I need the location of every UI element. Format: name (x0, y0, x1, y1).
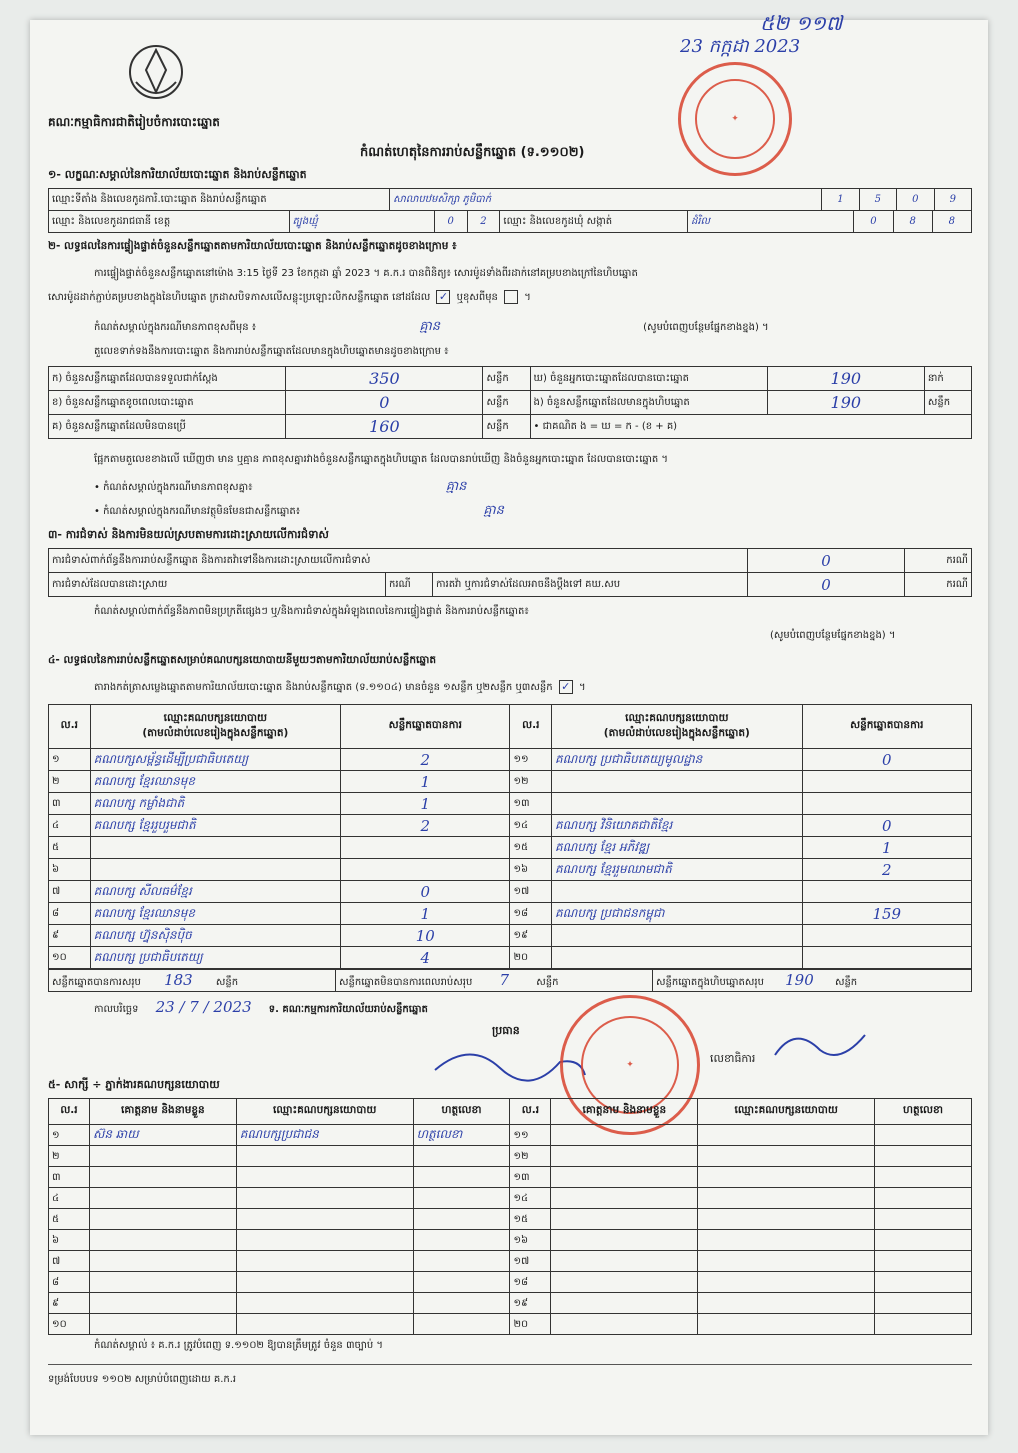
row-party (90, 837, 341, 859)
w-row-no: ៧ (49, 1251, 90, 1272)
bullet2 (94, 502, 504, 521)
s1-digit2: 8 (893, 211, 932, 233)
row-votes: 1 (341, 771, 510, 793)
w-row-sign (413, 1167, 510, 1188)
w-row-name (551, 1251, 698, 1272)
row-votes (341, 837, 510, 859)
table-row (49, 925, 972, 947)
row-votes: 0 (802, 815, 971, 837)
w-row-sign: ហត្ថលេខា (413, 1125, 510, 1146)
row-votes (802, 771, 971, 793)
s1-digit: 9 (934, 189, 971, 211)
w-row-no: ៣ (49, 1167, 90, 1188)
table-row (49, 1125, 972, 1146)
s1-row1-label: ឈ្មោះទីតាំង និងលេខកូដការិ.បោះឆ្នោត និងរាប់សន្លឹកឆ្នោត (49, 189, 390, 211)
w-row-name (551, 1209, 698, 1230)
w-row-name (551, 1293, 698, 1314)
total-valid (49, 970, 336, 992)
w-row-sign (413, 1314, 510, 1335)
w-row-party (698, 1146, 875, 1167)
w-row-party (236, 1188, 413, 1209)
fig-e-label: ង) ចំនួនសន្លឹកឆ្នោតដែលមានក្នុងហិបឆ្នោត (530, 391, 767, 415)
table-row (49, 859, 972, 881)
section2-note (94, 318, 769, 337)
s3-r2-label2: ការតវ៉ា ឬការជំទាស់ដែលអាចនឹងប្ដឹងទៅ គឃ.សប (433, 573, 748, 597)
bullet1-label: • កំណត់សម្គាល់ក្នុងករណីមានភាពខុសគ្នា៖ (94, 482, 253, 493)
col-party-label: ឈ្មោះគណបក្សនយោបាយ (625, 711, 729, 724)
s3-case: ករណី (386, 573, 433, 597)
row-votes (802, 947, 971, 969)
row-no: ៥ (49, 837, 91, 859)
w-row-no: ១៨ (510, 1272, 551, 1293)
fig-a-value: 350 (286, 367, 483, 391)
col-party-right (552, 705, 803, 749)
w-col-party: ឈ្មោះគណបក្សនយោបាយ (236, 1099, 413, 1125)
w-row-sign (875, 1125, 972, 1146)
fig-d-unit: នាក់ (924, 367, 971, 391)
w-row-party (236, 1293, 413, 1314)
row-no: ៩ (49, 925, 91, 947)
fig-b-label: ខ) ចំនួនសន្លឹកឆ្នោតខូចពេលបោះឆ្នោត (49, 391, 286, 415)
table-row (49, 947, 972, 969)
row-party (552, 793, 803, 815)
row-votes: 2 (802, 859, 971, 881)
bullet2-label: • កំណត់សម្គាល់ក្នុងករណីមានវត្ថុមិនមែនជាសន្លឹកឆ្នោត៖ (94, 506, 301, 517)
section1-table (48, 188, 972, 211)
total-valid-label: សន្លឹកឆ្នោតបានការសរុប (52, 977, 141, 988)
row-votes (802, 793, 971, 815)
s1-digit: 0 (897, 189, 934, 211)
table-row (49, 771, 972, 793)
s3-r2-label: ការជំទាស់ដែលបានដោះស្រាយ (49, 573, 386, 597)
fig-d-value: 190 (767, 367, 924, 391)
row-party (552, 947, 803, 969)
row-votes: 1 (341, 793, 510, 815)
w-row-party (236, 1314, 413, 1335)
row-votes (802, 925, 971, 947)
fig-unit: សន្លឹក (483, 391, 530, 415)
col-party (90, 705, 341, 749)
w-row-party (236, 1146, 413, 1167)
w-row-name (551, 1188, 698, 1209)
s3-case: ករណី (905, 549, 972, 573)
official-stamp-top: ✦ (678, 62, 792, 176)
row-votes: 2 (341, 815, 510, 837)
emblem-icon (126, 42, 186, 106)
s1-digit2: 8 (932, 211, 971, 233)
w-col-sign-right: ហត្ថលេខា (875, 1099, 972, 1125)
unit: សន្លឹក (215, 977, 239, 988)
w-row-no: ៨ (49, 1272, 90, 1293)
row-party: គណបក្ស ប្រជាជនកម្ពុជា (552, 903, 803, 925)
table-row (49, 1314, 972, 1335)
w-col-no: ល.រ (49, 1099, 90, 1125)
row-party: គណបក្ស ខ្មែរ អភិវឌ្ឍ (552, 837, 803, 859)
footer-note: កំណត់សម្គាល់ ៖ គ.ក.រ ត្រូវបំពេញ ទ.១១០២ ឱ្យបានត្រឹមត្រូវ ចំនួន ៣ច្បាប់ ។ (94, 1340, 383, 1351)
s3-note-hint: (សូមបំពេញបន្ថែមផ្នែកខាងខ្នង) ។ (770, 630, 896, 641)
w-row-sign (875, 1146, 972, 1167)
table-row (49, 1293, 972, 1314)
w-row-name (551, 1272, 698, 1293)
table-row (49, 1167, 972, 1188)
w-row-party (236, 1230, 413, 1251)
total-box (653, 970, 972, 992)
row-no: ៦ (49, 859, 91, 881)
org-name: គណៈកម្មាធិការជាតិរៀបចំការបោះឆ្នោត (48, 115, 220, 129)
s4-sub-text: តារាងកត់ត្រាសម្លេងឆ្នោតតាមការិយាល័យបោះឆ្នោត និងរាប់សន្លឹកឆ្នោត (ទ.១១០៤) មានចំនួន ១សន្លឹក ឬ២សន្លឹក ឬ៣សន្លឹក (94, 682, 553, 693)
s3-note: កំណត់សម្គាល់ពាក់ព័ន្ធនឹងភាពមិនប្រក្រតីផ្សេងៗ ឬ/និងការជំទាស់ក្នុងអំឡុងពេលនៃការផ្ទៀងផ្ទាត់ និងការរាប់សន្លឹកឆ្នោត៖ (94, 606, 529, 617)
row-no: ១ (49, 749, 91, 771)
w-row-no: ១២ (510, 1146, 551, 1167)
row-no: ១៨ (510, 903, 552, 925)
compare-line: ផ្អែកតាមតួលេខខាងលើ ឃើញថា មាន ឬគ្មាន ភាពខុសគ្នារវាងចំនួនសន្លឹកឆ្នោតក្នុងហិបឆ្នោត ដែលបានរាប់ឃើញ និងចំនួនអ្នកបោះឆ្នោត ដែលបានបោះឆ្នោត ។ (94, 454, 669, 465)
total-box-label: សន្លឹកឆ្នោតក្នុងហិបឆ្នោតសរុប (656, 977, 764, 988)
w-row-name (551, 1146, 698, 1167)
row-votes: 0 (802, 749, 971, 771)
s3-r2-value: 0 (748, 573, 905, 597)
row-votes (341, 859, 510, 881)
w-row-sign (875, 1314, 972, 1335)
table-row (49, 881, 972, 903)
table-row (49, 1209, 972, 1230)
row-party: គណបក្ស ហ្វ៊ុនស៊ិនប៉ិច (90, 925, 341, 947)
w-row-name: ស៊ន ឆាយ (89, 1125, 236, 1146)
table-row (49, 793, 972, 815)
s1-row2-value2: ដំរិល (687, 211, 853, 233)
w-row-no: ១៦ (510, 1230, 551, 1251)
w-row-party (698, 1314, 875, 1335)
w-row-name (89, 1314, 236, 1335)
w-row-sign (875, 1167, 972, 1188)
different-checkbox[interactable] (504, 290, 518, 304)
date-value: 23 / 7 / 2023 (155, 998, 252, 1016)
w-row-sign (875, 1293, 972, 1314)
row-no: ២០ (510, 947, 552, 969)
fig-d-label: ឃ) ចំនួនអ្នកបោះឆ្នោតដែលបានបោះឆ្នោត (530, 367, 767, 391)
row-party: គណបក្ស ប្រជាធិបតេយ្យ (90, 947, 341, 969)
w-row-party (698, 1209, 875, 1230)
note-value: គ្មាន (419, 319, 440, 334)
w-row-no: ១៧ (510, 1251, 551, 1272)
table-row (49, 1188, 972, 1209)
row-party (552, 771, 803, 793)
table-row (49, 749, 972, 771)
footer-divider (48, 1364, 972, 1365)
bullet2-value: គ្មាន (483, 503, 504, 518)
sheet-count-checkbox[interactable]: ✓ (559, 680, 573, 694)
fig-a-label: ក) ចំនួនសន្លឹកឆ្នោតដែលបានទទួលជាក់ស្ដែង (49, 367, 286, 391)
w-row-name (551, 1230, 698, 1251)
w-row-sign (413, 1293, 510, 1314)
w-row-sign (413, 1146, 510, 1167)
s1-code: 0 (434, 211, 467, 233)
s1-digit: 1 (822, 189, 859, 211)
row-no: ៧ (49, 881, 91, 903)
w-col-name-right: គោត្តនាម និងនាមខ្លួន (551, 1099, 698, 1125)
col-votes-right: សន្លឹកឆ្នោតបានការ (802, 705, 971, 749)
secretary-label: លេខាធិការ (710, 1052, 756, 1065)
section2-intro: តួលេខទាក់ទងនឹងការបោះឆ្នោត និងការរាប់សន្លឹកឆ្នោតដែលមានក្នុងហិបឆ្នោតមានដូចខាងក្រោម ៖ (94, 346, 449, 357)
w-row-sign (413, 1272, 510, 1293)
row-no: ១០ (49, 947, 91, 969)
w-row-party (698, 1293, 875, 1314)
w-row-party (698, 1188, 875, 1209)
w-row-party: គណបក្សប្រជាជន (236, 1125, 413, 1146)
fig-unit: សន្លឹក (483, 415, 530, 439)
w-row-sign (875, 1230, 972, 1251)
col-party-sub: (តាមលំដាប់លេខរៀងក្នុងសន្លឹកឆ្នោត) (142, 726, 289, 739)
row-no: ១៧ (510, 881, 552, 903)
fig-c-label: គ) ចំនួនសន្លឹកឆ្នោតដែលមិនបានប្រើ (49, 415, 286, 439)
w-row-sign (875, 1188, 972, 1209)
w-row-sign (413, 1188, 510, 1209)
committee-label: ទ. គណៈកម្មការការិយាល័យរាប់សន្លឹកឆ្នោត (268, 1004, 428, 1015)
bullet1-value: គ្មាន (445, 479, 467, 494)
section1-table-row2 (48, 210, 972, 233)
note-hint: (សូមបំពេញបន្ថែមផ្នែកខាងខ្នង) ។ (643, 322, 769, 333)
unit: សន្លឹក (536, 977, 559, 988)
row-votes: 2 (341, 749, 510, 771)
row-votes: 4 (341, 947, 510, 969)
w-row-no: ១១ (510, 1125, 551, 1146)
section4-sub: តារាងកត់ត្រាសម្លេងឆ្នោតតាមការិយាល័យបោះឆ្នោត និងរាប់សន្លឹកឆ្នោត (ទ.១១០៤) មានចំនួន ១សន្លឹក ឬ២សន្លឹក ឬ៣សន្លឹក ✓ ។ (94, 680, 586, 693)
row-no: ៣ (49, 793, 91, 815)
row-no: ១៩ (510, 925, 552, 947)
row-no: ១១ (510, 749, 552, 771)
w-col-party-right: ឈ្មោះគណបក្សនយោបាយ (698, 1099, 875, 1125)
s1-row2-value: ត្បូងឃ្មុំ (289, 211, 434, 233)
totals-table (48, 969, 972, 992)
row-no: ១៤ (510, 815, 552, 837)
w-row-sign (413, 1251, 510, 1272)
row-party (90, 859, 341, 881)
s1-digit: 5 (859, 189, 896, 211)
w-row-party (236, 1251, 413, 1272)
table-row (49, 1251, 972, 1272)
row-votes: 1 (802, 837, 971, 859)
same-checkbox[interactable]: ✓ (436, 290, 450, 304)
row-party: គណបក្ស វិនិយោគជាតិខ្មែរ (552, 815, 803, 837)
s1-code: 2 (467, 211, 500, 233)
w-row-sign (875, 1251, 972, 1272)
w-row-name (551, 1125, 698, 1146)
row-no: ៤ (49, 815, 91, 837)
w-row-sign (413, 1230, 510, 1251)
w-col-sign: ហត្ថលេខា (413, 1099, 510, 1125)
section2-line2: សោរម៉ូដដាក់ភ្ជាប់គម្របខាងក្នុងនៃហិបឆ្នោត ក្រដាសបិទភាសលើសន្លុះប្រឡោះលិកសន្លឹកឆ្នោត នៅដដែល ✓ ឬខុសពីមុន ។ (48, 290, 531, 303)
w-row-no: ១០ (49, 1314, 90, 1335)
witness-table (48, 1098, 972, 1335)
col-votes: សន្លឹកឆ្នោតបានការ (341, 705, 510, 749)
fig-c-value: 160 (286, 415, 483, 439)
w-col-no-right: ល.រ (510, 1099, 551, 1125)
figures-table (48, 366, 972, 439)
row-votes: 1 (341, 903, 510, 925)
s1-row2-label2: ឈ្មោះ និងលេខកូដឃុំ សង្កាត់ (500, 211, 688, 233)
w-row-no: ១៥ (510, 1209, 551, 1230)
w-row-party (236, 1167, 413, 1188)
w-row-no: ២ (49, 1146, 90, 1167)
w-row-no: ១៣ (510, 1167, 551, 1188)
row-votes: 159 (802, 903, 971, 925)
row-party: គណបក្ស ខ្មែរឈានមុខ (90, 903, 341, 925)
w-row-no: ៥ (49, 1209, 90, 1230)
w-row-sign (875, 1272, 972, 1293)
date-line (94, 998, 428, 1017)
table-row (49, 903, 972, 925)
w-row-no: ៩ (49, 1293, 90, 1314)
row-no: ១២ (510, 771, 552, 793)
w-row-name (89, 1293, 236, 1314)
table-row (49, 837, 972, 859)
s1-digit2: 0 (854, 211, 893, 233)
s3-case: ករណី (905, 573, 972, 597)
row-votes (802, 881, 971, 903)
table-row (49, 815, 972, 837)
table-row (49, 1272, 972, 1293)
form-sheet (30, 11, 988, 1435)
row-party: គណបក្ស ខ្មែរឈានមុខ (90, 771, 341, 793)
col-no: ល.រ (49, 705, 91, 749)
row-party (552, 881, 803, 903)
row-party: គណបក្ស សីលធម៌ខ្មែរ (90, 881, 341, 903)
row-party (552, 925, 803, 947)
table-row (49, 1146, 972, 1167)
col-party-sub: (តាមលំដាប់លេខរៀងក្នុងសន្លឹកឆ្នោត) (603, 726, 750, 739)
chair-label: ប្រធាន (492, 1024, 520, 1037)
fig-unit: សន្លឹក (924, 391, 971, 415)
fig-unit: សន្លឹក (483, 367, 530, 391)
note-label: កំណត់សម្គាល់ក្នុងករណីមានភាពខុសពីមុន ៖ (94, 322, 257, 333)
section3-table (48, 548, 972, 597)
section3-title: ៣- ការជំទាស់ និងការមិនយល់ស្របតាមការដោះស្រាយលើការជំទាស់ (48, 528, 329, 541)
row-party: គណបក្សសម្ព័ន្ធដើម្បីប្រជាធិបតេយ្យ (90, 749, 341, 771)
section2-opt1: ឬខុសពីមុន (456, 292, 498, 303)
w-row-no: ១៤ (510, 1188, 551, 1209)
total-invalid-label: សន្លឹកឆ្នោតមិនបានការពេលរាប់សរុប (339, 977, 473, 988)
hand-date-top: 23 កក្កដា 2023 (680, 36, 801, 57)
w-row-sign (875, 1209, 972, 1230)
w-row-name (89, 1167, 236, 1188)
section2-line2-text: សោរម៉ូដដាក់ភ្ជាប់គម្របខាងក្នុងនៃហិបឆ្នោត ក្រដាសបិទភាសលើសន្លុះប្រឡោះលិកសន្លឹកឆ្នោត នៅដដែល (48, 292, 431, 303)
w-row-party (236, 1272, 413, 1293)
w-row-name (89, 1272, 236, 1293)
results-table (48, 704, 972, 969)
w-row-name (551, 1314, 698, 1335)
w-row-name (89, 1146, 236, 1167)
w-col-name: គោត្តនាម និងនាមខ្លួន (89, 1099, 236, 1125)
fig-b-value: 0 (286, 391, 483, 415)
s3-r1-label: ការជំទាស់ពាក់ព័ន្ធនឹងការរាប់សន្លឹកឆ្នោត និងការតវ៉ាទៅនឹងការដោះស្រាយលើការជំទាស់ (49, 549, 748, 573)
s1-row1-value: សាលាបឋមសិក្សា ភូមិបាក់ (390, 189, 822, 211)
row-party: គណបក្ស កម្លាំងជាតិ (90, 793, 341, 815)
total-invalid (336, 970, 653, 992)
row-no: ៨ (49, 903, 91, 925)
s3-r1-value: 0 (748, 549, 905, 573)
section5-title: ៥- សាក្សី ÷ ភ្នាក់ងារគណបក្សនយោបាយ (48, 1078, 220, 1091)
row-votes: 0 (341, 881, 510, 903)
formula: • ជាគណិត ង = ឃ = ក - (ខ + គ) (530, 415, 972, 439)
w-row-name (89, 1251, 236, 1272)
unit: សន្លឹក (834, 977, 858, 988)
w-row-name (551, 1167, 698, 1188)
row-party: គណបក្ស ខ្មែររួបរួមជាតិ (90, 815, 341, 837)
w-row-no: ៦ (49, 1230, 90, 1251)
row-no: ២ (49, 771, 91, 793)
secretary-signature-icon (770, 1020, 880, 1070)
fig-e-value: 190 (767, 391, 924, 415)
w-row-party (698, 1251, 875, 1272)
col-party-label: ឈ្មោះគណបក្សនយោបាយ (163, 711, 268, 724)
row-party: គណបក្ស ប្រជាធិបតេយ្យមូលដ្ឋាន (552, 749, 803, 771)
date-label: កាលបរិច្ឆេទ (94, 1004, 139, 1015)
table-row (49, 1230, 972, 1251)
col-no-right: ល.រ (510, 705, 552, 749)
w-row-no: ១ (49, 1125, 90, 1146)
row-votes: 10 (341, 925, 510, 947)
w-row-no: ២០ (510, 1314, 551, 1335)
section1-title: ១- លក្ខណៈសម្គាល់នៃការិយាល័យបោះឆ្នោត និងរាប់សន្លឹកឆ្នោត (48, 168, 307, 181)
w-row-name (89, 1230, 236, 1251)
row-no: ១៣ (510, 793, 552, 815)
form-title: កំណត់ហេតុនៃការរាប់សន្លឹកឆ្នោត (ទ.១១០២) (360, 145, 585, 160)
total-invalid-value: 7 (499, 971, 510, 989)
w-row-name (89, 1188, 236, 1209)
section2-line1: ការផ្ទៀងផ្ទាត់ចំនួនសន្លឹកឆ្នោតនៅម៉ោង 3:15 ថ្ងៃទី 23 ខែកក្កដា ឆ្នាំ 2023 ។ គ.ក.រ បានពិនិត្យ៖ សោរម៉ូដទាំងពីរដាក់នៅគម្របខាងក្រៅនៃហិបឆ្នោត (94, 268, 638, 279)
w-row-party (698, 1230, 875, 1251)
s1-row2-label: ឈ្មោះ និងលេខកូដរាជធានី ខេត្ត (49, 211, 290, 233)
total-box-value: 190 (785, 971, 814, 989)
w-row-no: ៤ (49, 1188, 90, 1209)
bullet1 (94, 478, 466, 497)
w-row-party (698, 1167, 875, 1188)
w-row-name (89, 1209, 236, 1230)
row-no: ១៦ (510, 859, 552, 881)
hand-note-top: ៥២ ១១៧ (760, 11, 843, 35)
w-row-sign (413, 1209, 510, 1230)
footer-form-code: ទម្រង់បែបបទ ១១០២ សម្រាប់បំពេញដោយ គ.ក.រ (48, 1374, 237, 1385)
row-party: គណបក្ស ខ្មែររួមឈាមជាតិ (552, 859, 803, 881)
section4-title: ៤- លទ្ធផលនៃការរាប់សន្លឹកឆ្នោតសម្រាប់គណបក្សនយោបាយនីមួយៗតាមការិយាល័យរាប់សន្លឹកឆ្នោត (48, 654, 437, 666)
total-valid-value: 183 (164, 971, 193, 989)
row-no: ១៥ (510, 837, 552, 859)
official-stamp-bottom: ✦ (560, 995, 700, 1135)
w-row-party (698, 1272, 875, 1293)
w-row-party (698, 1125, 875, 1146)
section2-title: ២- លទ្ធផលនៃការផ្ទៀងផ្ទាត់ចំនួនសន្លឹកឆ្នោតតាមការិយាល័យបោះឆ្នោត និងរាប់សន្លឹកឆ្នោតដូចខាងក្រោម ៖ (48, 240, 457, 252)
w-row-no: ១៩ (510, 1293, 551, 1314)
w-row-party (236, 1209, 413, 1230)
